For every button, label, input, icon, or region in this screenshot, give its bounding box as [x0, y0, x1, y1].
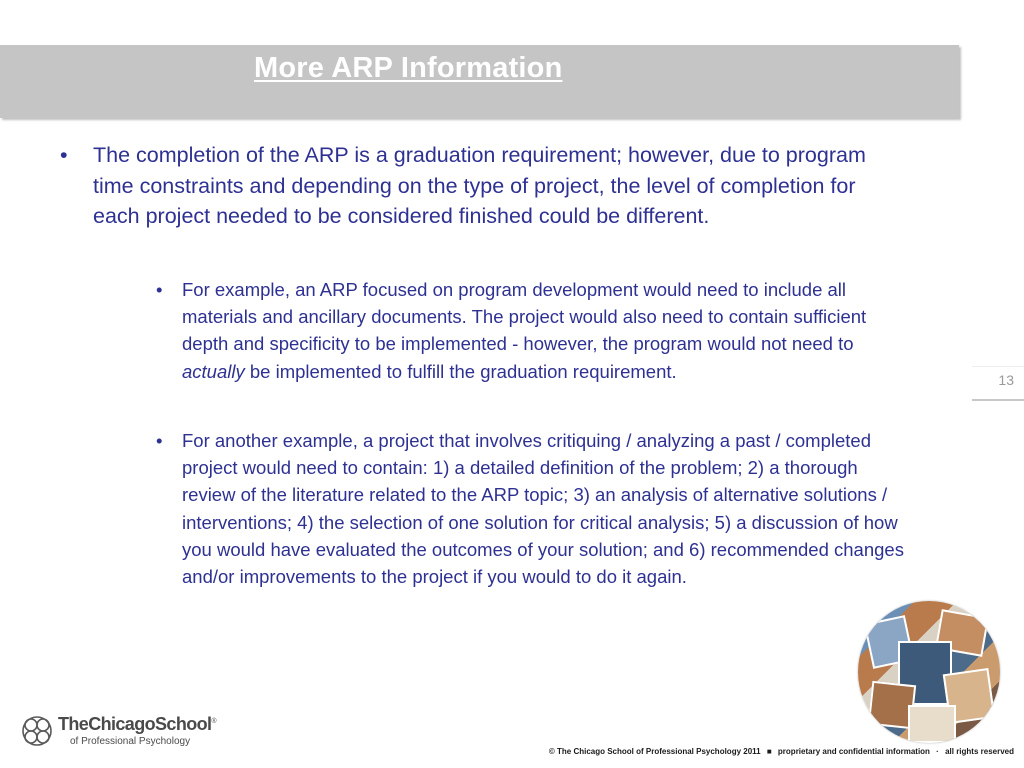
footer-copyright-text: © The Chicago School of Professional Psychology 2011: [548, 747, 761, 756]
sub-bullet-text-1-after: be implemented to fulfill the graduation requirement.: [244, 360, 677, 382]
school-logo-icon: [20, 714, 54, 748]
school-logo: [20, 714, 220, 754]
logo-subtitle: of Professional Psychology: [70, 736, 191, 747]
page-number: 13: [998, 372, 1014, 388]
footer-copyright: [549, 747, 1014, 756]
sub-bullet-emphasis: actually: [182, 360, 245, 382]
logo-wordmark: TheChicagoSchool®: [58, 714, 216, 734]
main-bullet-text: The completion of the ARP is a graduation requirement; however, due to program time constraints and depending on the type of project, the level of completion for each project needed to be considered finished could be different.: [93, 143, 866, 228]
footer-confidential-text: proprietary and confidential information: [777, 747, 930, 756]
bullet-icon: •: [156, 279, 163, 300]
footer-separator-1: ■: [766, 747, 772, 756]
photo-collage-image: [858, 601, 1000, 743]
footer-rights-text: all rights reserved: [945, 747, 1014, 756]
slide-title: More ARP Information: [254, 52, 563, 84]
bullet-icon: •: [156, 430, 163, 451]
sub-bullet-text-1: [182, 276, 911, 385]
sub-bullet-text-2: For another example, a project that involves critiquing / analyzing a past / completed project would need to contain: 1) a detailed definition of the problem; 2) a thorough review of the literature related to the ARP topic; 3) an analysis of alternative solutions / interventions; 4) the selection of one solution for critical analysis; 5) a discussion of how you would have evaluated the outcomes of your solution; and 6) recommended changes and/or improvements to the project if you would to do it again.: [182, 430, 904, 588]
sub-bullet-item-1: [156, 276, 911, 385]
page-number-box: [972, 366, 1024, 401]
footer-separator-2: ·: [936, 747, 939, 756]
sub-bullet-item-2: [156, 427, 911, 590]
sub-bullet-text-1-before: For example, an ARP focused on program development would need to include all materials and ancillary documents. The project would also need to contain sufficient depth and specificity to be implemented - however, the program would not need to: [182, 279, 867, 355]
main-bullet-item: [60, 140, 890, 232]
bullet-icon: •: [60, 143, 68, 167]
